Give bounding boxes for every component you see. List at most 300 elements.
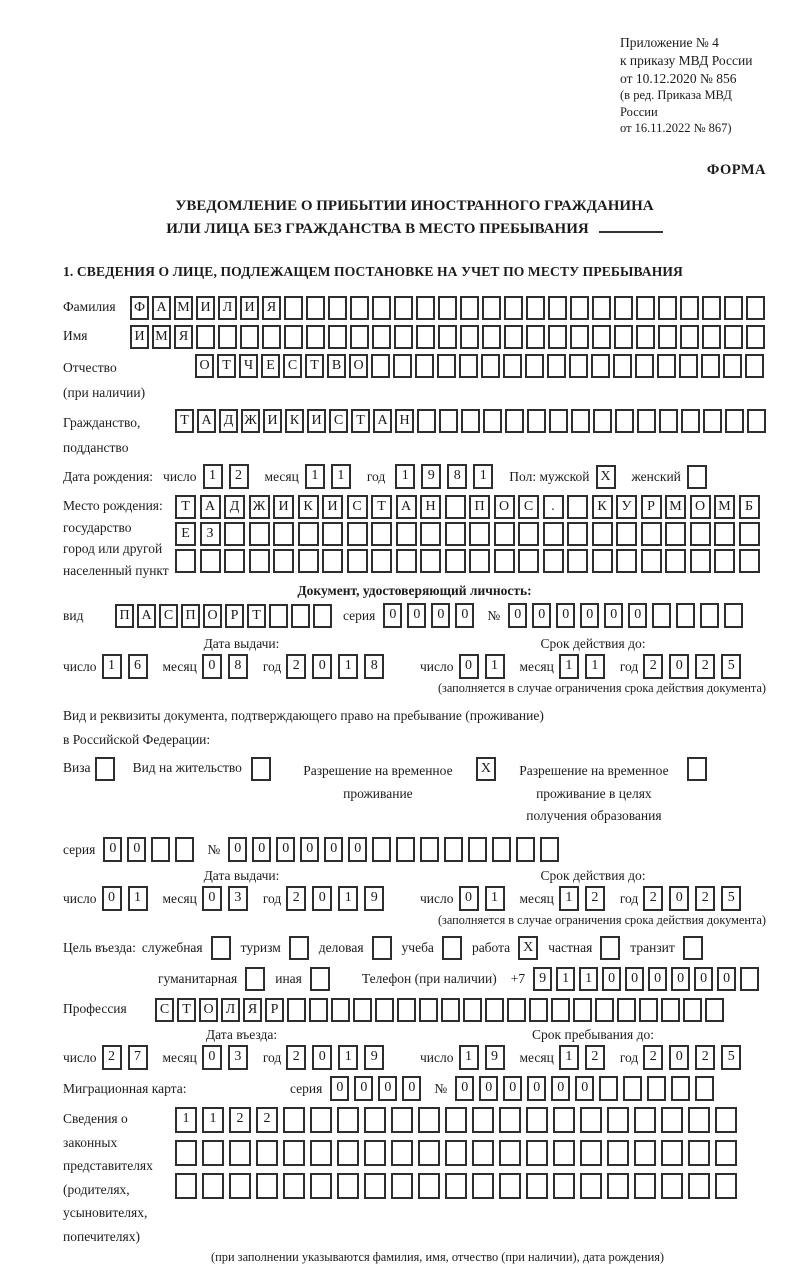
char-box[interactable] xyxy=(724,296,743,320)
char-box[interactable] xyxy=(527,409,546,433)
stay-issue-month-boxes[interactable] xyxy=(202,886,254,911)
entry-day-boxes[interactable] xyxy=(102,1045,154,1070)
char-box[interactable]: М xyxy=(714,495,735,519)
char-box[interactable]: 0 xyxy=(551,1076,570,1101)
char-box[interactable]: И xyxy=(273,495,294,519)
char-box[interactable] xyxy=(445,1107,467,1133)
char-box[interactable] xyxy=(310,1107,332,1133)
char-box[interactable] xyxy=(485,998,504,1022)
char-box[interactable] xyxy=(592,522,613,546)
char-box[interactable]: 7 xyxy=(128,1045,148,1070)
char-box[interactable] xyxy=(547,354,566,378)
char-box[interactable]: А xyxy=(137,604,156,628)
char-box[interactable] xyxy=(647,1076,666,1101)
char-box[interactable]: 0 xyxy=(671,967,690,991)
char-box[interactable]: 0 xyxy=(532,603,551,628)
char-box[interactable]: 1 xyxy=(203,464,223,489)
char-box[interactable] xyxy=(715,1107,737,1133)
char-box[interactable] xyxy=(396,522,417,546)
char-box[interactable]: К xyxy=(298,495,319,519)
char-box[interactable] xyxy=(460,325,479,349)
char-box[interactable]: М xyxy=(665,495,686,519)
char-box[interactable] xyxy=(641,549,662,573)
purpose-business-checkbox[interactable] xyxy=(211,936,231,960)
char-box[interactable] xyxy=(543,549,564,573)
char-box[interactable] xyxy=(437,354,456,378)
char-box[interactable] xyxy=(375,998,394,1022)
char-box[interactable] xyxy=(350,296,369,320)
char-box[interactable] xyxy=(313,604,332,628)
char-box[interactable]: 5 xyxy=(721,654,741,679)
stay-issue-day-boxes[interactable] xyxy=(102,886,154,911)
char-box[interactable] xyxy=(599,1076,618,1101)
char-box[interactable] xyxy=(372,296,391,320)
char-box[interactable] xyxy=(634,1173,656,1199)
gender-female-checkbox[interactable] xyxy=(687,465,707,489)
char-box[interactable]: О xyxy=(349,354,368,378)
char-box[interactable]: И xyxy=(307,409,326,433)
char-box[interactable] xyxy=(703,409,722,433)
char-box[interactable] xyxy=(175,1173,197,1199)
char-box[interactable] xyxy=(481,354,500,378)
char-box[interactable] xyxy=(309,998,328,1022)
char-box[interactable]: 1 xyxy=(485,886,505,911)
char-box[interactable] xyxy=(616,522,637,546)
char-box[interactable] xyxy=(298,549,319,573)
char-box[interactable]: К xyxy=(285,409,304,433)
expiry-day-boxes[interactable] xyxy=(459,654,511,679)
char-box[interactable] xyxy=(567,549,588,573)
purpose-humanitarian-checkbox[interactable] xyxy=(245,967,265,991)
char-box[interactable] xyxy=(526,325,545,349)
char-box[interactable] xyxy=(516,837,535,862)
char-box[interactable] xyxy=(291,604,310,628)
char-box[interactable]: А xyxy=(373,409,392,433)
char-box[interactable] xyxy=(615,409,634,433)
char-box[interactable] xyxy=(420,549,441,573)
char-box[interactable] xyxy=(306,296,325,320)
char-box[interactable]: 1 xyxy=(338,886,358,911)
char-box[interactable] xyxy=(580,1107,602,1133)
char-box[interactable] xyxy=(683,998,702,1022)
char-box[interactable]: 2 xyxy=(695,1045,715,1070)
char-box[interactable] xyxy=(350,325,369,349)
char-box[interactable] xyxy=(460,296,479,320)
char-box[interactable]: 9 xyxy=(364,1045,384,1070)
char-box[interactable] xyxy=(175,837,194,862)
temp-residence-checkbox[interactable]: X xyxy=(476,757,496,781)
char-box[interactable] xyxy=(540,837,559,862)
char-box[interactable]: 0 xyxy=(604,603,623,628)
purpose-work-checkbox[interactable]: X xyxy=(518,936,538,960)
char-box[interactable] xyxy=(746,325,765,349)
birth-year-boxes[interactable] xyxy=(395,464,499,489)
char-box[interactable] xyxy=(499,1140,521,1166)
char-box[interactable] xyxy=(702,296,721,320)
char-box[interactable]: 0 xyxy=(669,654,689,679)
birth-month-boxes[interactable] xyxy=(305,464,357,489)
char-box[interactable] xyxy=(661,1140,683,1166)
char-box[interactable] xyxy=(551,998,570,1022)
char-box[interactable] xyxy=(702,325,721,349)
char-box[interactable]: Т xyxy=(351,409,370,433)
char-box[interactable] xyxy=(287,998,306,1022)
char-box[interactable]: 2 xyxy=(256,1107,278,1133)
char-box[interactable] xyxy=(616,549,637,573)
char-box[interactable] xyxy=(714,522,735,546)
char-box[interactable]: Р xyxy=(265,998,284,1022)
char-box[interactable] xyxy=(715,1173,737,1199)
char-box[interactable] xyxy=(439,409,458,433)
issue-month-boxes[interactable] xyxy=(202,654,254,679)
char-box[interactable] xyxy=(337,1140,359,1166)
char-box[interactable] xyxy=(364,1107,386,1133)
char-box[interactable] xyxy=(636,325,655,349)
representatives-row2-boxes[interactable] xyxy=(175,1140,742,1166)
char-box[interactable] xyxy=(700,603,719,628)
char-box[interactable]: С xyxy=(329,409,348,433)
doc-type-boxes[interactable] xyxy=(115,604,335,628)
char-box[interactable] xyxy=(499,1173,521,1199)
char-box[interactable] xyxy=(256,1173,278,1199)
char-box[interactable]: О xyxy=(690,495,711,519)
char-box[interactable]: 9 xyxy=(533,967,552,991)
char-box[interactable]: А xyxy=(200,495,221,519)
char-box[interactable]: С xyxy=(283,354,302,378)
char-box[interactable] xyxy=(526,1173,548,1199)
char-box[interactable] xyxy=(614,296,633,320)
char-box[interactable] xyxy=(229,1173,251,1199)
char-box[interactable]: С xyxy=(518,495,539,519)
char-box[interactable]: 1 xyxy=(473,464,493,489)
surname-boxes[interactable] xyxy=(130,296,768,320)
char-box[interactable]: 0 xyxy=(556,603,575,628)
char-box[interactable]: Ж xyxy=(249,495,270,519)
char-box[interactable] xyxy=(298,522,319,546)
char-box[interactable] xyxy=(310,1173,332,1199)
char-box[interactable]: 2 xyxy=(695,886,715,911)
char-box[interactable]: И xyxy=(130,325,149,349)
char-box[interactable]: П xyxy=(115,604,134,628)
char-box[interactable]: 0 xyxy=(127,837,146,862)
char-box[interactable]: 1 xyxy=(338,654,358,679)
char-box[interactable] xyxy=(175,1140,197,1166)
char-box[interactable] xyxy=(393,354,412,378)
char-box[interactable] xyxy=(553,1107,575,1133)
char-box[interactable]: Л xyxy=(221,998,240,1022)
char-box[interactable] xyxy=(416,296,435,320)
char-box[interactable] xyxy=(364,1140,386,1166)
migration-card-series-boxes[interactable] xyxy=(330,1076,426,1101)
char-box[interactable] xyxy=(328,296,347,320)
phone-boxes[interactable] xyxy=(533,967,763,991)
char-box[interactable]: 0 xyxy=(402,1076,421,1101)
char-box[interactable]: Н xyxy=(395,409,414,433)
char-box[interactable] xyxy=(444,837,463,862)
char-box[interactable]: 0 xyxy=(503,1076,522,1101)
char-box[interactable] xyxy=(591,354,610,378)
char-box[interactable] xyxy=(688,1107,710,1133)
birth-place-row1-boxes[interactable] xyxy=(175,495,763,519)
char-box[interactable] xyxy=(714,549,735,573)
char-box[interactable] xyxy=(396,549,417,573)
char-box[interactable] xyxy=(641,522,662,546)
char-box[interactable]: 3 xyxy=(228,1045,248,1070)
char-box[interactable] xyxy=(526,296,545,320)
char-box[interactable]: И xyxy=(196,296,215,320)
char-box[interactable] xyxy=(526,1140,548,1166)
char-box[interactable]: Т xyxy=(175,495,196,519)
char-box[interactable] xyxy=(499,1107,521,1133)
char-box[interactable] xyxy=(592,325,611,349)
char-box[interactable]: 1 xyxy=(585,654,605,679)
char-box[interactable] xyxy=(415,354,434,378)
char-box[interactable]: 2 xyxy=(585,1045,605,1070)
char-box[interactable]: 8 xyxy=(364,654,384,679)
char-box[interactable] xyxy=(249,549,270,573)
char-box[interactable] xyxy=(396,837,415,862)
char-box[interactable] xyxy=(196,325,215,349)
char-box[interactable]: 0 xyxy=(580,603,599,628)
char-box[interactable]: 0 xyxy=(202,1045,222,1070)
until-month-boxes[interactable] xyxy=(559,1045,611,1070)
char-box[interactable] xyxy=(331,998,350,1022)
expiry-year-boxes[interactable] xyxy=(643,654,747,679)
char-box[interactable]: Б xyxy=(739,495,760,519)
char-box[interactable] xyxy=(665,522,686,546)
char-box[interactable] xyxy=(580,1173,602,1199)
char-box[interactable]: 2 xyxy=(229,464,249,489)
char-box[interactable]: 0 xyxy=(648,967,667,991)
char-box[interactable]: О xyxy=(203,604,222,628)
char-box[interactable]: П xyxy=(181,604,200,628)
char-box[interactable] xyxy=(739,549,760,573)
char-box[interactable]: 1 xyxy=(559,654,579,679)
char-box[interactable] xyxy=(418,1140,440,1166)
char-box[interactable]: 1 xyxy=(202,1107,224,1133)
char-box[interactable] xyxy=(518,549,539,573)
char-box[interactable]: Я xyxy=(174,325,193,349)
char-box[interactable] xyxy=(483,409,502,433)
profession-boxes[interactable] xyxy=(155,998,727,1022)
char-box[interactable]: 0 xyxy=(103,837,122,862)
char-box[interactable]: 0 xyxy=(378,1076,397,1101)
entry-year-boxes[interactable] xyxy=(286,1045,390,1070)
purpose-other-checkbox[interactable] xyxy=(310,967,330,991)
residence-permit-checkbox[interactable] xyxy=(251,757,271,781)
char-box[interactable]: 0 xyxy=(431,603,450,628)
char-box[interactable] xyxy=(505,409,524,433)
char-box[interactable] xyxy=(548,296,567,320)
char-box[interactable]: 2 xyxy=(286,886,306,911)
char-box[interactable]: 0 xyxy=(354,1076,373,1101)
char-box[interactable]: В xyxy=(327,354,346,378)
char-box[interactable]: Ж xyxy=(241,409,260,433)
representatives-row1-boxes[interactable] xyxy=(175,1107,742,1133)
char-box[interactable] xyxy=(661,1173,683,1199)
char-box[interactable]: 0 xyxy=(669,886,689,911)
char-box[interactable]: А xyxy=(396,495,417,519)
char-box[interactable] xyxy=(322,549,343,573)
char-box[interactable] xyxy=(391,1107,413,1133)
char-box[interactable]: 0 xyxy=(312,1045,332,1070)
char-box[interactable] xyxy=(526,1107,548,1133)
char-box[interactable] xyxy=(715,1140,737,1166)
char-box[interactable]: 5 xyxy=(721,1045,741,1070)
char-box[interactable]: Я xyxy=(243,998,262,1022)
char-box[interactable]: 0 xyxy=(407,603,426,628)
until-day-boxes[interactable] xyxy=(459,1045,511,1070)
char-box[interactable] xyxy=(723,354,742,378)
char-box[interactable] xyxy=(680,325,699,349)
char-box[interactable]: 2 xyxy=(229,1107,251,1133)
char-box[interactable]: 0 xyxy=(202,886,222,911)
char-box[interactable]: 9 xyxy=(421,464,441,489)
char-box[interactable] xyxy=(416,325,435,349)
char-box[interactable]: 2 xyxy=(102,1045,122,1070)
char-box[interactable] xyxy=(469,522,490,546)
char-box[interactable] xyxy=(347,549,368,573)
char-box[interactable]: Т xyxy=(305,354,324,378)
char-box[interactable] xyxy=(494,549,515,573)
char-box[interactable] xyxy=(283,1173,305,1199)
char-box[interactable] xyxy=(283,1140,305,1166)
char-box[interactable] xyxy=(249,522,270,546)
char-box[interactable] xyxy=(571,409,590,433)
char-box[interactable] xyxy=(595,998,614,1022)
char-box[interactable]: 1 xyxy=(175,1107,197,1133)
char-box[interactable] xyxy=(482,296,501,320)
char-box[interactable]: 1 xyxy=(338,1045,358,1070)
char-box[interactable] xyxy=(593,409,612,433)
entry-month-boxes[interactable] xyxy=(202,1045,254,1070)
char-box[interactable] xyxy=(567,522,588,546)
char-box[interactable] xyxy=(461,409,480,433)
char-box[interactable] xyxy=(468,837,487,862)
char-box[interactable]: Т xyxy=(247,604,266,628)
char-box[interactable]: 0 xyxy=(717,967,736,991)
char-box[interactable]: 0 xyxy=(455,1076,474,1101)
char-box[interactable] xyxy=(549,409,568,433)
char-box[interactable]: 0 xyxy=(575,1076,594,1101)
char-box[interactable]: Л xyxy=(218,296,237,320)
char-box[interactable]: С xyxy=(347,495,368,519)
char-box[interactable] xyxy=(394,296,413,320)
gender-male-checkbox[interactable]: X xyxy=(596,465,616,489)
char-box[interactable] xyxy=(503,354,522,378)
char-box[interactable]: 0 xyxy=(527,1076,546,1101)
char-box[interactable]: 1 xyxy=(331,464,351,489)
birth-place-row2-boxes[interactable] xyxy=(175,522,763,546)
char-box[interactable]: Е xyxy=(261,354,280,378)
char-box[interactable] xyxy=(690,549,711,573)
char-box[interactable] xyxy=(151,837,170,862)
char-box[interactable] xyxy=(310,1140,332,1166)
char-box[interactable]: 2 xyxy=(286,654,306,679)
purpose-study-checkbox[interactable] xyxy=(442,936,462,960)
char-box[interactable] xyxy=(492,837,511,862)
char-box[interactable] xyxy=(438,296,457,320)
char-box[interactable] xyxy=(637,409,656,433)
char-box[interactable] xyxy=(657,354,676,378)
issue-year-boxes[interactable] xyxy=(286,654,390,679)
char-box[interactable] xyxy=(273,522,294,546)
char-box[interactable] xyxy=(445,1140,467,1166)
representatives-row3-boxes[interactable] xyxy=(175,1173,742,1199)
char-box[interactable]: 0 xyxy=(300,837,319,862)
char-box[interactable]: 9 xyxy=(364,886,384,911)
char-box[interactable] xyxy=(614,325,633,349)
char-box[interactable] xyxy=(391,1140,413,1166)
char-box[interactable]: С xyxy=(155,998,174,1022)
char-box[interactable] xyxy=(553,1140,575,1166)
birth-day-boxes[interactable] xyxy=(203,464,255,489)
citizenship-boxes[interactable] xyxy=(175,409,769,433)
char-box[interactable]: 2 xyxy=(286,1045,306,1070)
char-box[interactable]: 8 xyxy=(447,464,467,489)
char-box[interactable]: 6 xyxy=(128,654,148,679)
migration-card-number-boxes[interactable] xyxy=(455,1076,719,1101)
char-box[interactable]: Ч xyxy=(239,354,258,378)
char-box[interactable]: И xyxy=(263,409,282,433)
char-box[interactable] xyxy=(658,325,677,349)
purpose-private-checkbox[interactable] xyxy=(600,936,620,960)
char-box[interactable] xyxy=(739,522,760,546)
char-box[interactable] xyxy=(417,409,436,433)
char-box[interactable]: 0 xyxy=(455,603,474,628)
char-box[interactable] xyxy=(372,837,391,862)
expiry-month-boxes[interactable] xyxy=(559,654,611,679)
char-box[interactable] xyxy=(347,522,368,546)
char-box[interactable] xyxy=(445,549,466,573)
char-box[interactable]: Н xyxy=(420,495,441,519)
char-box[interactable]: Е xyxy=(175,522,196,546)
char-box[interactable]: 0 xyxy=(694,967,713,991)
char-box[interactable]: 1 xyxy=(395,464,415,489)
char-box[interactable] xyxy=(469,549,490,573)
doc-series-boxes[interactable] xyxy=(383,603,479,628)
char-box[interactable] xyxy=(200,549,221,573)
given-name-boxes[interactable] xyxy=(130,325,768,349)
char-box[interactable]: 1 xyxy=(559,886,579,911)
char-box[interactable]: Д xyxy=(219,409,238,433)
char-box[interactable]: 0 xyxy=(102,886,122,911)
char-box[interactable]: 3 xyxy=(228,886,248,911)
char-box[interactable] xyxy=(635,354,654,378)
visa-checkbox[interactable] xyxy=(95,757,115,781)
char-box[interactable] xyxy=(175,549,196,573)
char-box[interactable]: 0 xyxy=(459,886,479,911)
char-box[interactable] xyxy=(676,603,695,628)
char-box[interactable] xyxy=(494,522,515,546)
char-box[interactable] xyxy=(569,354,588,378)
char-box[interactable] xyxy=(372,325,391,349)
char-box[interactable] xyxy=(269,604,288,628)
char-box[interactable] xyxy=(337,1107,359,1133)
char-box[interactable]: 0 xyxy=(228,837,247,862)
char-box[interactable]: Р xyxy=(225,604,244,628)
char-box[interactable] xyxy=(570,325,589,349)
char-box[interactable] xyxy=(472,1107,494,1133)
char-box[interactable]: 0 xyxy=(669,1045,689,1070)
char-box[interactable] xyxy=(202,1173,224,1199)
stay-doc-number-boxes[interactable] xyxy=(228,837,564,862)
char-box[interactable] xyxy=(725,409,744,433)
char-box[interactable] xyxy=(472,1173,494,1199)
char-box[interactable]: 0 xyxy=(330,1076,349,1101)
char-box[interactable] xyxy=(397,998,416,1022)
char-box[interactable]: З xyxy=(200,522,221,546)
